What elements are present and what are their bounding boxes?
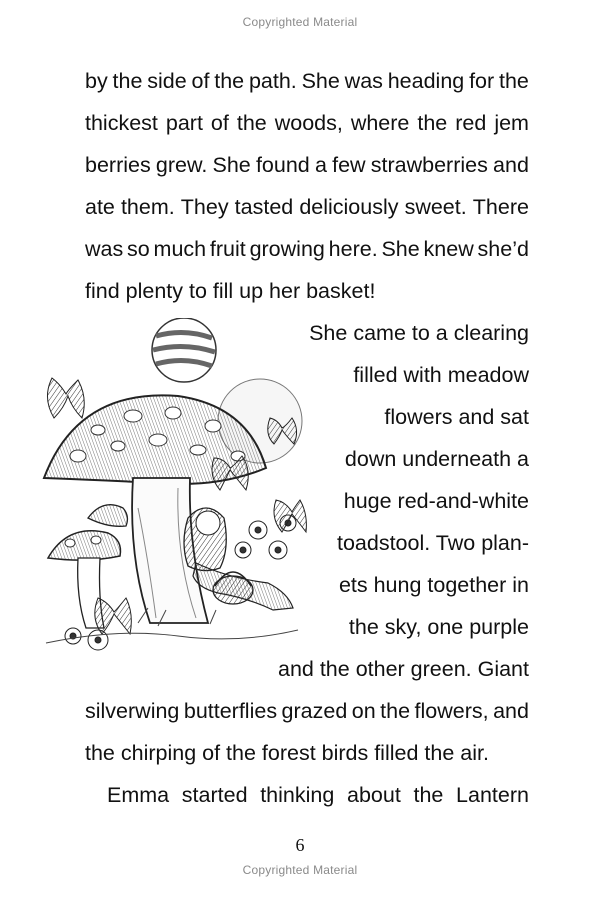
text-line: flowers and sat: [384, 405, 529, 429]
word: for: [469, 69, 495, 93]
copyright-watermark-bottom: Copyrighted Material: [242, 863, 358, 877]
word: and: [493, 699, 529, 723]
word: knew: [423, 237, 474, 261]
text-line: the sky, one purple: [348, 615, 529, 639]
small-mushroom-icon: [48, 505, 127, 628]
word: She: [381, 237, 420, 261]
word: so: [127, 237, 150, 261]
word: the: [417, 111, 448, 135]
word: deliciously: [299, 195, 399, 219]
word: Lantern: [456, 783, 529, 807]
word: was: [344, 69, 383, 93]
word: found: [255, 153, 310, 177]
text-line: down underneath a: [344, 447, 529, 471]
word: They: [180, 195, 229, 219]
word: grew.: [155, 153, 208, 177]
text-line: filled with meadow: [353, 363, 529, 387]
page-number: 6: [295, 835, 305, 855]
word: the: [380, 699, 411, 723]
word: was: [85, 237, 124, 261]
word: Emma: [107, 783, 170, 807]
word: here.: [328, 237, 378, 261]
text-line: [85, 194, 529, 220]
text-line: find plenty to fill up her basket!: [85, 279, 376, 303]
word: berries: [85, 153, 151, 177]
word: jem: [494, 111, 529, 135]
word: the: [236, 111, 267, 135]
word: the: [413, 783, 444, 807]
text-line: [85, 68, 529, 94]
word: where: [350, 111, 410, 135]
text-line: [85, 110, 529, 136]
word: part: [165, 111, 203, 135]
word: few: [332, 153, 366, 177]
word: grazed: [281, 699, 348, 723]
word: butterflies: [183, 699, 278, 723]
word: flowers,: [414, 699, 489, 723]
text-line: huge red-and-white: [343, 489, 529, 513]
word: There: [472, 195, 529, 219]
word: of: [191, 69, 210, 93]
text-line: and the other green. Giant: [277, 657, 529, 681]
text-line: toadstool. Two plan-: [336, 531, 529, 555]
word: strawberries: [370, 153, 488, 177]
word: path.: [248, 69, 297, 93]
word: side: [147, 69, 187, 93]
word: fruit: [209, 237, 246, 261]
mushroom-fairy-illustration: [38, 318, 308, 658]
word: she’d: [477, 237, 529, 261]
text-line: ets hung together in: [338, 573, 529, 597]
word: much: [153, 237, 207, 261]
text-line: [85, 698, 529, 724]
text-line: [85, 236, 529, 262]
word: the: [214, 69, 245, 93]
word: red: [455, 111, 487, 135]
word: ate: [85, 195, 115, 219]
text-line: She came to a clearing: [309, 321, 529, 345]
word: of: [210, 111, 229, 135]
word: started: [181, 783, 248, 807]
word: them.: [120, 195, 175, 219]
word: and: [493, 153, 529, 177]
text-line: [107, 782, 529, 808]
word: on: [351, 699, 376, 723]
word: the: [112, 69, 143, 93]
word: about: [346, 783, 401, 807]
word: woods,: [274, 111, 343, 135]
word: the: [498, 69, 529, 93]
word: thinking: [260, 783, 335, 807]
copyright-watermark-top: Copyrighted Material: [242, 15, 358, 29]
text-line: [85, 152, 529, 178]
word: by: [85, 69, 108, 93]
word: thickest: [85, 111, 158, 135]
word: growing: [249, 237, 325, 261]
word: She: [212, 153, 251, 177]
word: silverwing: [85, 699, 180, 723]
word: heading: [387, 69, 465, 93]
word: a: [314, 153, 327, 177]
planet-icon: [152, 318, 216, 382]
word: sweet.: [404, 195, 467, 219]
word: tasted: [234, 195, 294, 219]
word: She: [301, 69, 340, 93]
text-line: the chirping of the forest birds filled the air.: [85, 741, 489, 765]
